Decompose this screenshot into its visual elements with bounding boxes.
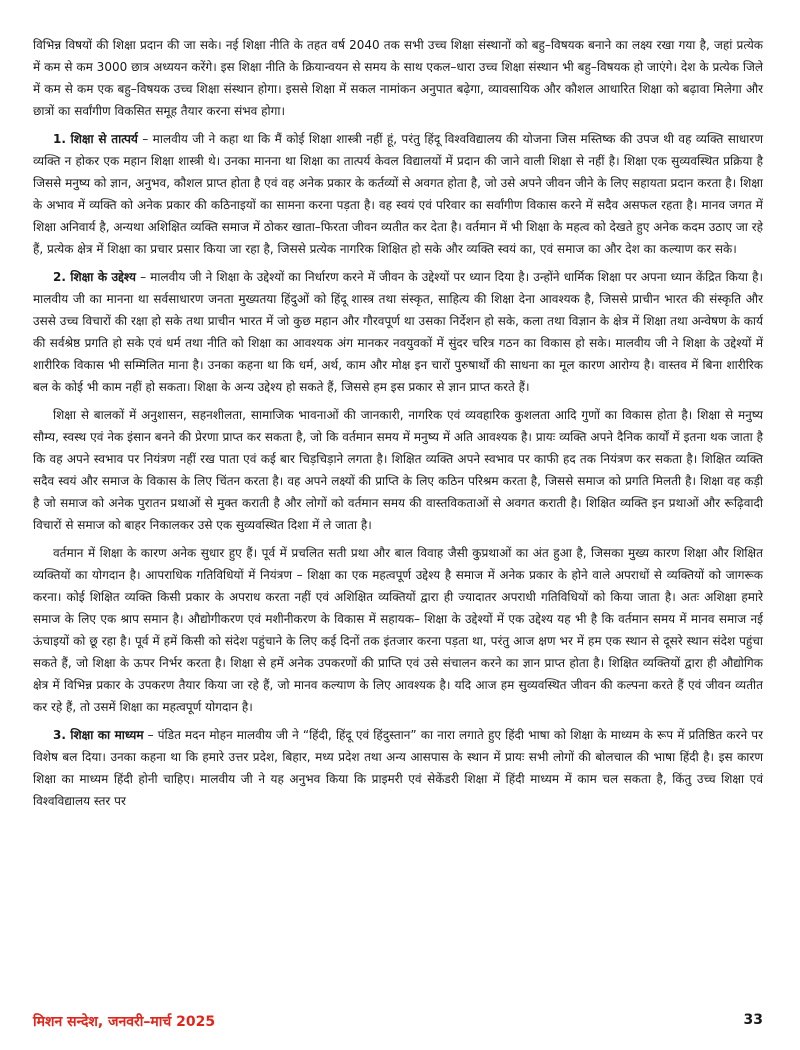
magazine-title: मिशन सन्देश, जनवरी–मार्च 2025: [33, 1014, 216, 1030]
paragraph-text: वर्तमान में शिक्षा के कारण अनेक सुधार हुए हैं। पूर्व में प्रचलित सती प्रथा और बाल विवाह जैसी कुप्रथाओं का अंत हुआ है, जिसका मुख्य कारण शिक्षा और शिक्षित व्यक्तियों का योगदान है। आपराधिक गतिविधियों में नियंत्रण – शिक्षा का एक महत्वपूर्ण उद्देश्य है समाज में अनेक प्रकार के होने वाले अपराधों से व्यक्तियों को जागरूक करना। कोई शिक्षित व्यक्ति किसी प्रकार के अपराध करता नहीं एवं अशिक्षित व्यक्तियों द्वारा ही ज्यादातर अपराधी गतिविधियों को किया जाता है। अतः अशिक्षा हमारे समाज के लिए एक श्राप समान है। औद्योगीकरण एवं मशीनीकरण के विकास में सहायक– शिक्षा के उद्देश्यों में एक उद्देश्य यह भी है कि वर्तमान समय में मानव समाज नई ऊंचाइयों को छू रहा है। पूर्व में हमें किसी को संदेश पहुंचाने के लिए कई दिनों तक इंतजार करना पड़ता था, परंतु आज क्षण भर में हम एक स्थान से दूसरे स्थान संदेश पहुंचा सकते हैं, जो शिक्षा के ऊपर निर्भर करता है। शिक्षा से हमें अनेक उपकरणों की प्राप्ति एवं उसे संचालन करने का ज्ञान प्राप्त होता है। शिक्षित व्यक्तियों द्वारा ही औद्योगिक क्षेत्र में विभिन्न प्रकार के उपकरण तैयार किया जा रहे हैं, जो मानव कल्याण के लिए आवश्यक है। यदि आज हम सुव्यवस्थित जीवन की कल्पना करते हैं एवं जीवन व्यतीत कर रहे हैं, तो उसमें शिक्षा का महत्वपूर्ण योगदान है।: [33, 546, 763, 714]
paragraph-discipline: [33, 404, 763, 536]
section-heading: 1. शिक्षा से तात्पर्य: [53, 132, 138, 146]
page-footer: [33, 1012, 763, 1034]
section-heading: 2. शिक्षा के उद्देश्य: [53, 270, 136, 284]
article-body: [33, 34, 763, 818]
paragraph-text: – मालवीय जी ने कहा था कि मैं कोई शिक्षा शास्त्री नहीं हूं, परंतु हिंदू विश्वविद्यालय की योजना जिस मस्तिष्क की उपज थी वह व्यक्ति साधारण व्यक्ति न होकर एक महान शिक्षा शास्त्री थे। उनका मानना था शिक्षा का तात्पर्य केवल विद्यालयों में प्रदान की जाने वाली शिक्षा से नहीं है। शिक्षा एक सुव्यवस्थित प्रक्रिया है जिससे मनुष्य को ज्ञान, अनुभव, कौशल प्राप्त होता है एवं वह अनेक प्रकार के कर्तव्यों से अवगत होता है, जो उसे अपने जीवन जीने के लिए सहायता प्रदान करता है। शिक्षा के अभाव में व्यक्ति को अनेक प्रकार की कठिनाइयों का सामना करना पड़ता है। वह स्वयं एवं परिवार का सर्वांगीण विकास करने में सदैव असफल रहता है। मानव जगत में शिक्षा अनिवार्य है, अन्यथा अशिक्षित व्यक्ति समाज में ठोकर खाता–फिरता जीवन व्यतीत कर देता है। वर्तमान में भी शिक्षा के महत्व को देखते हुए अनेक कदम उठाए जा रहे हैं, प्रत्येक क्षेत्र में शिक्षा का प्रचार प्रसार किया जा रहा है, जिससे प्रत्येक नागरिक शिक्षित हो सके और व्यक्ति स्वयं का, एवं समाज का और देश का कल्याण कर सके।: [33, 132, 764, 256]
section-aims-of-education: [33, 266, 763, 398]
section-heading: 3. शिक्षा का माध्यम: [53, 728, 144, 742]
section-medium-of-education: [33, 724, 763, 812]
paragraph-intro: [33, 34, 763, 122]
paragraph-text: – पंडित मदन मोहन मालवीय जी ने “हिंदी, हिंदू एवं हिंदुस्तान” का नारा लगाते हुए हिंदी भाषा को शिक्षा के माध्यम के रूप में प्रतिष्ठित करने पर विशेष बल दिया। उनका कहना था कि हमारे उत्तर प्रदेश, बिहार, मध्य प्रदेश तथा अन्य आसपास के स्थान में प्रायः सभी लोगों की बोलचाल की भाषा हिंदी है। इस कारण शिक्षा का माध्यम हिंदी होनी चाहिए। मालवीय जी ने यह अनुभव किया कि प्राइमरी एवं सेकेंडरी शिक्षा में हिंदी माध्यम में काम चल सकता है, किंतु उच्च शिक्षा एवं विश्वविद्यालय स्तर पर: [33, 728, 763, 808]
section-meaning-of-education: [33, 128, 763, 260]
page-number: 33: [743, 1012, 763, 1028]
paragraph-text: विभिन्न विषयों की शिक्षा प्रदान की जा सके। नई शिक्षा नीति के तहत वर्ष 2040 तक सभी उच्च शिक्षा संस्थानों को बहु–विषयक बनाने का लक्ष्य रखा गया है, जहां प्रत्येक में कम से कम 3000 छात्र अध्ययन करेंगे। इस शिक्षा नीति के क्रियान्वयन से समय के साथ एकल–धारा उच्च शिक्षा संस्थान भी बहु–विषयक हो जाएंगे। देश के प्रत्येक जिले में कम से कम एक बहु–विषयक उच्च शिक्षा संस्थान होगा। इससे शिक्षा में सकल नामांकन अनुपात बढ़ेगा, व्यावसायिक और कौशल आधारित शिक्षा को बढ़ावा मिलेगा और छात्रों का सर्वांगीण विकसित समूह तैयार करना संभव होगा।: [33, 38, 763, 118]
paragraph-reforms: [33, 542, 763, 718]
paragraph-text: शिक्षा से बालकों में अनुशासन, सहनशीलता, सामाजिक भावनाओं की जानकारी, नागरिक एवं व्यवहारिक कुशलता आदि गुणों का विकास होता है। शिक्षा से मनुष्य सौम्य, स्वस्थ एवं नेक इंसान बनने की प्रेरणा प्राप्त कर सकता है, जो कि वर्तमान समय में मनुष्य में अति आवश्यक है। प्रायः व्यक्ति अपने दैनिक कार्यों में इतना थक जाता है कि वह अपने स्वभाव पर नियंत्रण नहीं रख पाता एवं कई बार चिड़चिड़ाने लगता है। शिक्षित व्यक्ति अपने स्वभाव पर काफी हद तक नियंत्रण कर सकता है। शिक्षित व्यक्ति सदैव स्वयं और समाज के विकास के लिए चिंतन करता है। वह अपने लक्ष्यों की प्राप्ति के लिए कठिन परिश्रम करता है, जिससे समाज को प्रगति मिलती है। शिक्षा वह कड़ी है जो समाज को अनेक पुरातन प्रथाओं से मुक्त कराती है और लोगों को वर्तमान समय की वास्तविकताओं से अवगत कराती है। शिक्षित व्यक्ति इन प्रथाओं और रूढ़िवादी विचारों से समाज को बाहर निकालकर उसे एक सुव्यवस्थित दिशा में ले जाता है।: [33, 408, 763, 532]
paragraph-text: – मालवीय जी ने शिक्षा के उद्देश्यों का निर्धारण करने में जीवन के उद्देश्यों पर ध्यान दिया है। उन्होंने धार्मिक शिक्षा पर अपना ध्यान केंद्रित किया है। मालवीय जी का मानना था सर्वसाधारण जनता मुख्यतया हिंदुओं को हिंदू शास्त्र तथा संस्कृत, साहित्य की शिक्षा देना आवश्यक है, जिससे प्राचीन भारत की संस्कृति और उससे उच्च विचारों की रक्षा हो सके तथा प्राचीन भारत में जो कुछ महान और गौरवपूर्ण था उसका निर्देशन हो सके, कला तथा विज्ञान के क्षेत्र में शिक्षा तथा अन्वेषण के कार्य की सर्वश्रेष्ठ प्रगति हो सके एवं धर्म तथा नीति को शिक्षा का आवश्यक अंग मानकर नवयुवकों में सुंदर चरित्र गठन का विकास हो सके। मालवीय जी ने शिक्षा के उद्देश्यों में शारीरिक विकास भी सम्मिलित माना है। उनका कहना था कि धर्म, अर्थ, काम और मोक्ष इन चारों पुरुषार्थों की साधना का मूल कारण आरोग्य है। वास्तव में बिना शारीरिक बल के कोई भी काम नहीं हो सकता। शिक्षा के अन्य उद्देश्य हो सकते हैं, जिससे हम इस प्रकार से ज्ञान प्राप्त करते हैं।: [33, 270, 763, 394]
